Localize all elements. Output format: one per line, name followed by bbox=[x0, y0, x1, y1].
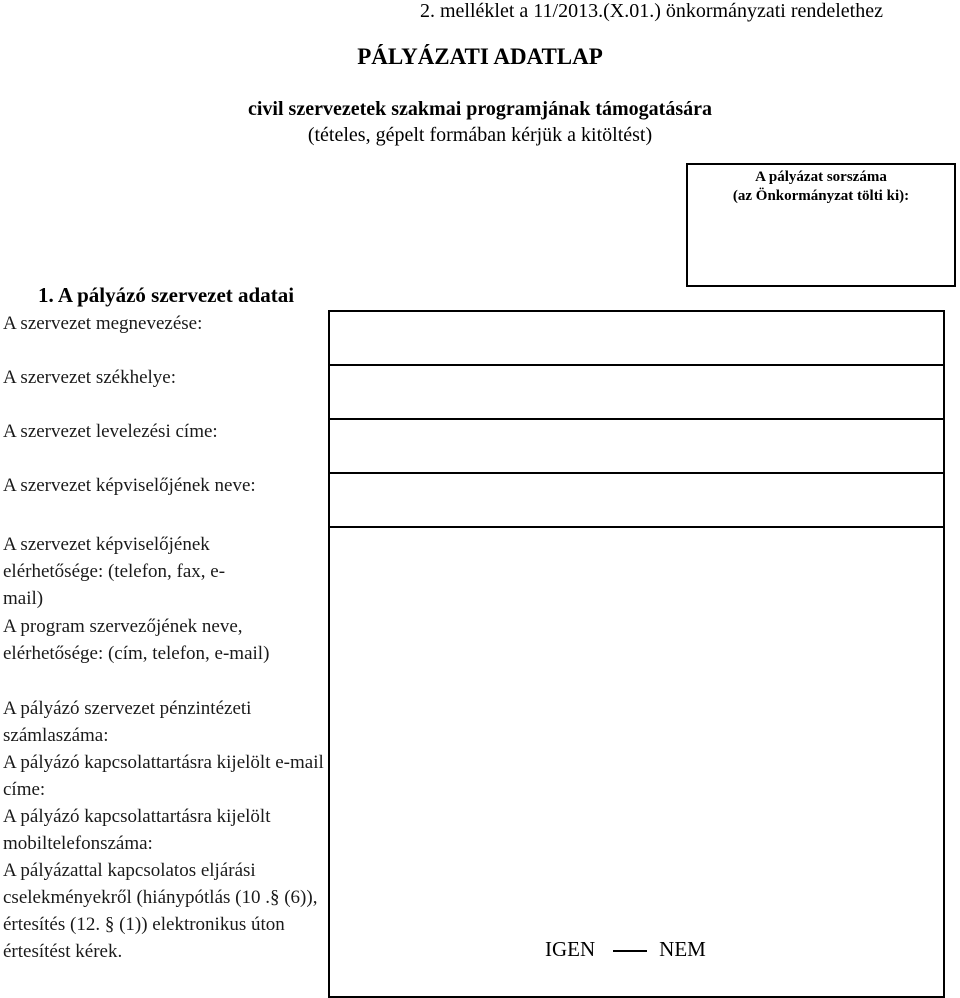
form-row-organizer bbox=[3, 608, 945, 690]
field-label-seat: A szervezet székhelye: bbox=[3, 367, 177, 388]
form-row-contact-email bbox=[3, 744, 945, 798]
field-input-organizer[interactable] bbox=[328, 608, 945, 690]
choice-separator-dash bbox=[613, 950, 647, 952]
application-number-label: A pályázat sorszáma bbox=[755, 169, 887, 185]
field-input-bank-account[interactable] bbox=[328, 690, 945, 744]
field-label-contact-mobile: A pályázó kapcsolattartásra kijelölt mobiltelefonszáma: bbox=[3, 806, 271, 854]
field-label-organizer: A program szervezőjének neve, elérhetősége: (cím, telefon, e-mail) bbox=[3, 616, 270, 664]
fill-instruction: (tételes, gépelt formában kérjük a kitöltést) bbox=[307, 124, 653, 146]
annex-reference: 2. melléklet a 11/2013.(X.01.) önkormányzati rendelethez bbox=[420, 0, 883, 22]
field-input-contact-mobile[interactable] bbox=[328, 798, 945, 852]
application-number-box[interactable] bbox=[686, 163, 956, 287]
field-input-seat[interactable] bbox=[328, 364, 945, 420]
form-row-electronic-notice bbox=[3, 852, 945, 998]
field-choice-electronic-notice bbox=[328, 852, 945, 998]
field-input-name[interactable] bbox=[328, 310, 945, 366]
choice-no-option[interactable]: NEM bbox=[659, 937, 706, 961]
field-label-bank-account: A pályázó szervezet pénzintézeti számlaszáma: bbox=[3, 698, 252, 746]
form-row-seat bbox=[3, 364, 945, 420]
field-label-name: A szervezet megnevezése: bbox=[3, 313, 203, 334]
form-row-representative-contact bbox=[3, 526, 945, 610]
section-title: 1. A pályázó szervezet adatai bbox=[38, 283, 295, 307]
form-row-postal-address bbox=[3, 418, 945, 474]
field-input-representative-name[interactable] bbox=[328, 472, 945, 528]
field-input-representative-contact[interactable] bbox=[328, 526, 945, 610]
form-row-name bbox=[3, 310, 945, 366]
page-subtitle: civil szervezetek szakmai programjának támogatására bbox=[248, 98, 712, 120]
form-row-representative-name bbox=[3, 472, 945, 528]
application-number-note: (az Önkormányzat tölti ki): bbox=[732, 188, 910, 204]
choice-yes-option[interactable]: IGEN bbox=[545, 937, 596, 961]
field-label-contact-email: A pályázó kapcsolattartásra kijelölt e-mail címe: bbox=[3, 752, 324, 800]
field-label-postal-address: A szervezet levelezési címe: bbox=[3, 421, 218, 442]
page-title: PÁLYÁZATI ADATLAP bbox=[357, 44, 603, 69]
field-input-postal-address[interactable] bbox=[328, 418, 945, 474]
form-row-bank-account bbox=[3, 690, 945, 744]
form-row-contact-mobile bbox=[3, 798, 945, 852]
field-label-electronic-notice: A pályázattal kapcsolatos eljárási cselekményekről (hiánypótlás (10 .§ (6)), értesítés (12. § (1)) elektronikus úton értesítést kérek. bbox=[3, 860, 318, 962]
applicant-data-form bbox=[3, 310, 945, 998]
field-label-representative-name: A szervezet képviselőjének neve: bbox=[3, 475, 256, 496]
yes-no-choice bbox=[545, 937, 706, 962]
field-input-contact-email[interactable] bbox=[328, 744, 945, 798]
field-label-representative-contact: A szervezet képviselőjének elérhetősége: (telefon, fax, e-mail) bbox=[3, 534, 226, 609]
